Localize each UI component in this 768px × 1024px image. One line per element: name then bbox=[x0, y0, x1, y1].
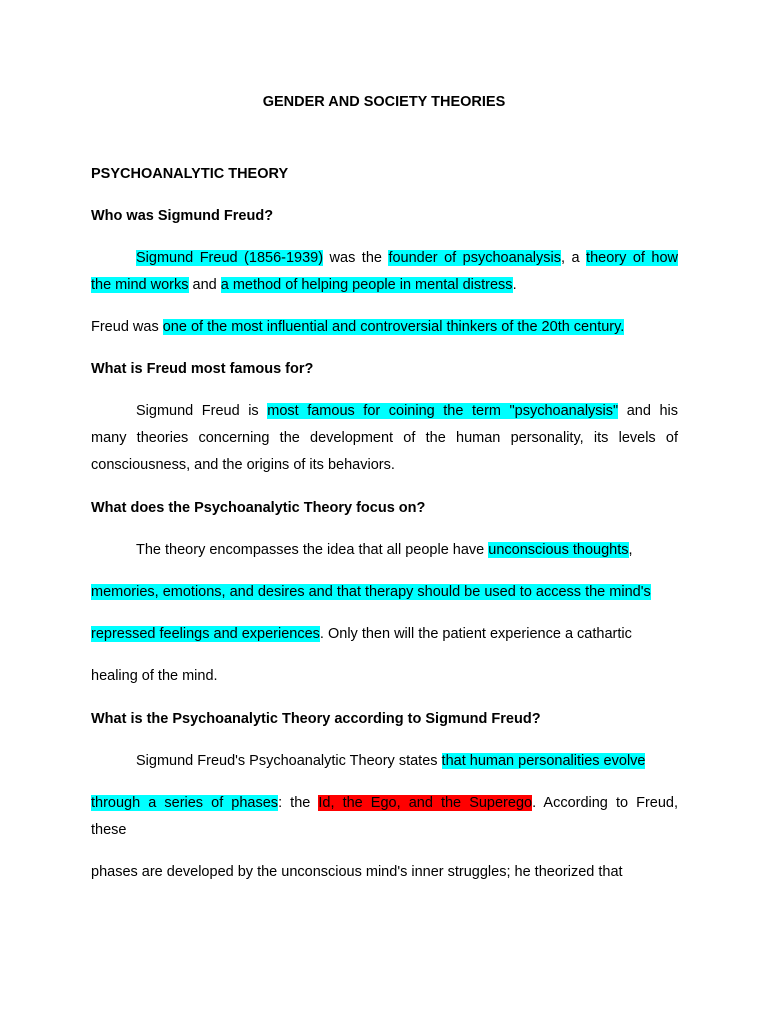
highlight: the mind works bbox=[91, 277, 189, 293]
highlight: repressed feelings and experiences bbox=[91, 626, 320, 642]
highlight: theory of how bbox=[586, 250, 678, 266]
highlight: Sigmund Freud (1856-1939) bbox=[136, 250, 324, 266]
text-run: and his bbox=[618, 403, 678, 419]
document-title: GENDER AND SOCIETY THEORIES bbox=[262, 94, 506, 110]
highlight: founder of psychoanalysis bbox=[388, 250, 561, 266]
paragraph-4-line-2 bbox=[91, 582, 651, 602]
paragraph-5-line-3: these bbox=[91, 822, 127, 838]
text-run: . According to Freud, bbox=[532, 795, 679, 811]
paragraph-1-line-1 bbox=[136, 248, 678, 268]
paragraph-3-line-1 bbox=[136, 401, 678, 421]
text-run: . Only then will the patient experience a cathartic bbox=[319, 626, 632, 642]
text-run: , a bbox=[561, 250, 587, 266]
paragraph-5-line-1 bbox=[136, 751, 645, 771]
text-run: and bbox=[188, 277, 221, 293]
highlight: through a series of phases bbox=[91, 795, 279, 811]
highlight: unconscious thoughts bbox=[488, 542, 629, 558]
paragraph-5-line-2 bbox=[91, 793, 678, 813]
paragraph-4-line-1 bbox=[136, 540, 633, 560]
text-run: , bbox=[628, 542, 633, 558]
highlight: that human personalities evolve bbox=[441, 753, 646, 769]
paragraph-3-line-2: many theories concerning the development of the human personality, its levels of bbox=[91, 430, 678, 446]
question-heading-4: What is the Psychoanalytic Theory according to Sigmund Freud? bbox=[91, 711, 541, 727]
highlight: most famous for coining the term "psychoanalysis" bbox=[267, 403, 619, 419]
text-run: . bbox=[512, 277, 517, 293]
paragraph-3-line-3: consciousness, and the origins of its behaviors. bbox=[91, 457, 395, 473]
text-run: Freud was bbox=[91, 319, 163, 335]
question-heading-2: What is Freud most famous for? bbox=[91, 361, 314, 377]
text-run: The theory encompasses the idea that all people have bbox=[136, 542, 489, 558]
paragraph-4-line-4: healing of the mind. bbox=[91, 668, 218, 684]
text-run: : the bbox=[278, 795, 319, 811]
highlight: a method of helping people in mental distress bbox=[220, 277, 513, 293]
paragraph-5-line-4: phases are developed by the unconscious mind's inner struggles; he theorized that bbox=[91, 864, 623, 880]
question-heading-1: Who was Sigmund Freud? bbox=[91, 208, 274, 224]
question-heading-3: What does the Psychoanalytic Theory focus on? bbox=[91, 500, 426, 516]
text-run: was the bbox=[323, 250, 389, 266]
paragraph-4-line-3 bbox=[91, 624, 632, 644]
highlight: one of the most influential and controversial thinkers of the 20th century. bbox=[162, 319, 625, 335]
paragraph-1-line-2 bbox=[91, 275, 517, 295]
paragraph-2 bbox=[91, 317, 624, 337]
text-run: Sigmund Freud's Psychoanalytic Theory states bbox=[136, 753, 442, 769]
section-heading: PSYCHOANALYTIC THEORY bbox=[91, 166, 289, 182]
highlight-red: Id, the Ego, and the Superego bbox=[318, 795, 533, 811]
highlight: memories, emotions, and desires and that therapy should be used to access the mind's bbox=[91, 584, 651, 600]
text-run: Sigmund Freud is bbox=[136, 403, 268, 419]
